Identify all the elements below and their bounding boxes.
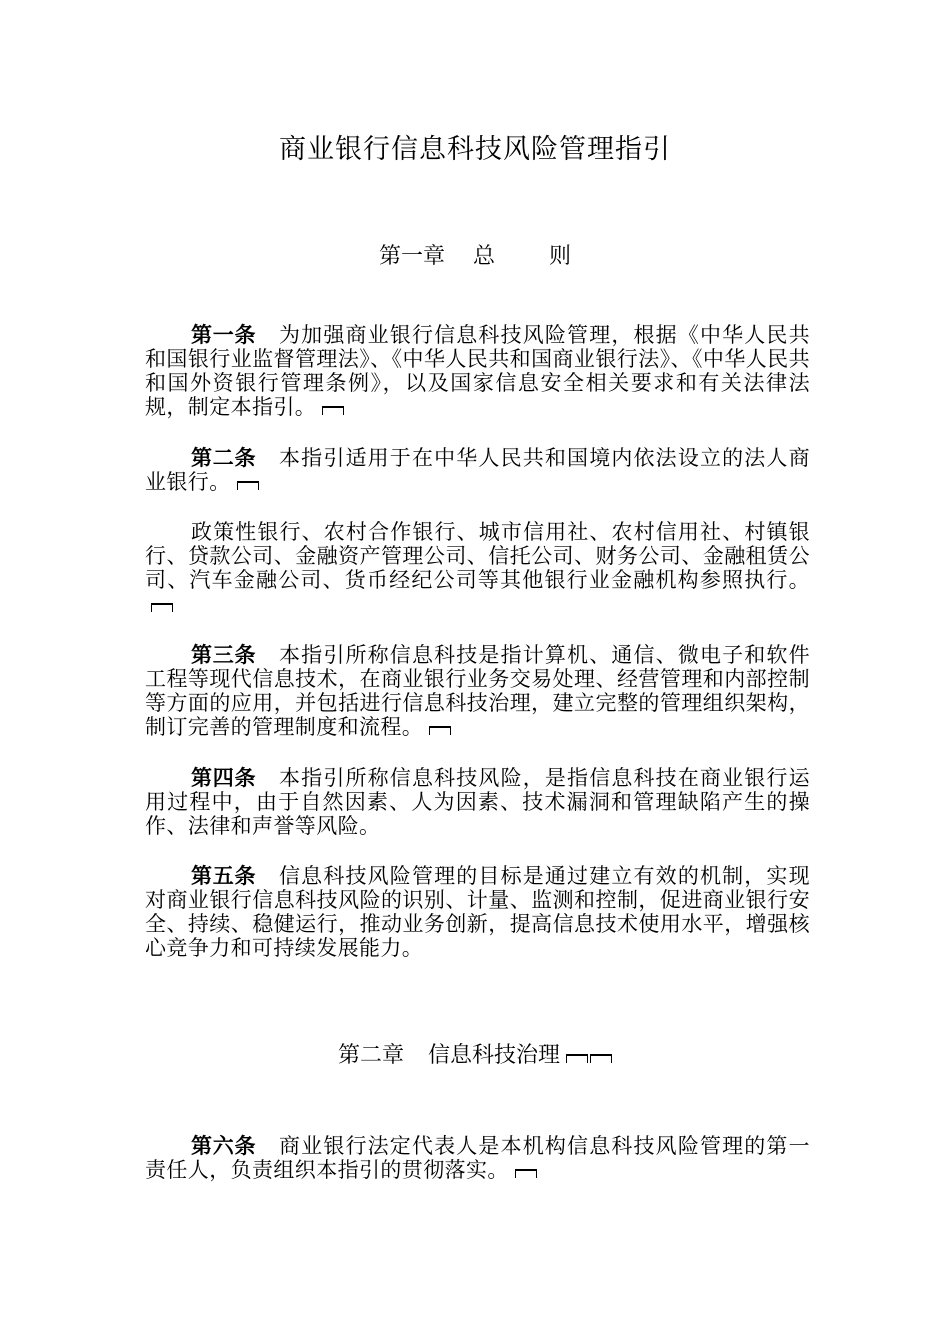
article-text: 政策性银行、农村合作银行、城市信用社、农村信用社、村镇银行、贷款公司、金融资产管理公司、信托公司、财务公司、金融租赁公司、汽车金融公司、货币经纪公司等其他银行业金融机构参照执行。 [145, 520, 810, 592]
article-text: 为加强商业银行信息科技风险管理，根据《中华人民共和国银行业监督管理法》、《中华人民共和国商业银行法》、《中华人民共和国外资银行管理条例》，以及国家信息安全相关要求和有关法律法规，制定本指引。 [145, 323, 810, 419]
article-paragraph [145, 643, 810, 739]
paragraph-mark-icon [237, 481, 259, 490]
chapter-title-part: 则 [549, 244, 572, 269]
article-label: 第六条 [191, 1134, 257, 1158]
article-label: 第二条 [191, 446, 257, 470]
chapter-title-part: 总 [472, 244, 495, 269]
paragraph-mark-icon [429, 726, 451, 735]
article-text: 本指引所称信息科技风险，是指信息科技在商业银行运用过程中，由于自然因素、人为因素、技术漏洞和管理缺陷产生的操作、法律和声誉等风险。 [145, 766, 810, 838]
chapter-number: 第一章 [378, 244, 445, 269]
chapter-heading [0, 241, 950, 273]
paragraph-mark-icon [566, 1054, 588, 1063]
article-paragraph [145, 323, 810, 419]
article-label: 第五条 [191, 864, 257, 888]
article-text: 信息科技风险管理的目标是通过建立有效的机制，实现对商业银行信息科技风险的识别、计量、监测和控制，促进商业银行安全、持续、稳健运行，推动业务创新，提高信息技术使用水平，增强核心竞争力和可持续发展能力。 [145, 864, 810, 960]
article-text: 商业银行法定代表人是本机构信息科技风险管理的第一责任人，负责组织本指引的贯彻落实。 [145, 1134, 810, 1182]
paragraph-mark-icon [322, 406, 344, 415]
paragraph-mark-icon [515, 1169, 537, 1178]
chapter-heading [0, 1040, 950, 1072]
paragraph-mark-icon [151, 603, 173, 612]
article-text: 本指引适用于在中华人民共和国境内依法设立的法人商业银行。 [145, 446, 810, 494]
chapter-number: 第二章 [337, 1043, 404, 1068]
article-paragraph [145, 520, 810, 616]
document-title: 商业银行信息科技风险管理指引 [279, 134, 671, 165]
article-paragraph [145, 864, 810, 960]
article-paragraph [145, 446, 810, 494]
article-text: 本指引所称信息科技是指计算机、通信、微电子和软件工程等现代信息技术，在商业银行业务交易处理、经营管理和内部控制等方面的应用，并包括进行信息科技治理，建立完整的管理组织架构，制订完善的管理制度和流程。 [145, 643, 810, 739]
chapter-title: 信息科技治理 [428, 1043, 561, 1068]
article-label: 第一条 [191, 323, 257, 347]
article-paragraph [145, 1134, 810, 1182]
article-label: 第三条 [191, 643, 257, 667]
article-paragraph [145, 766, 810, 838]
paragraph-mark-icon [590, 1054, 612, 1063]
article-label: 第四条 [191, 766, 257, 790]
